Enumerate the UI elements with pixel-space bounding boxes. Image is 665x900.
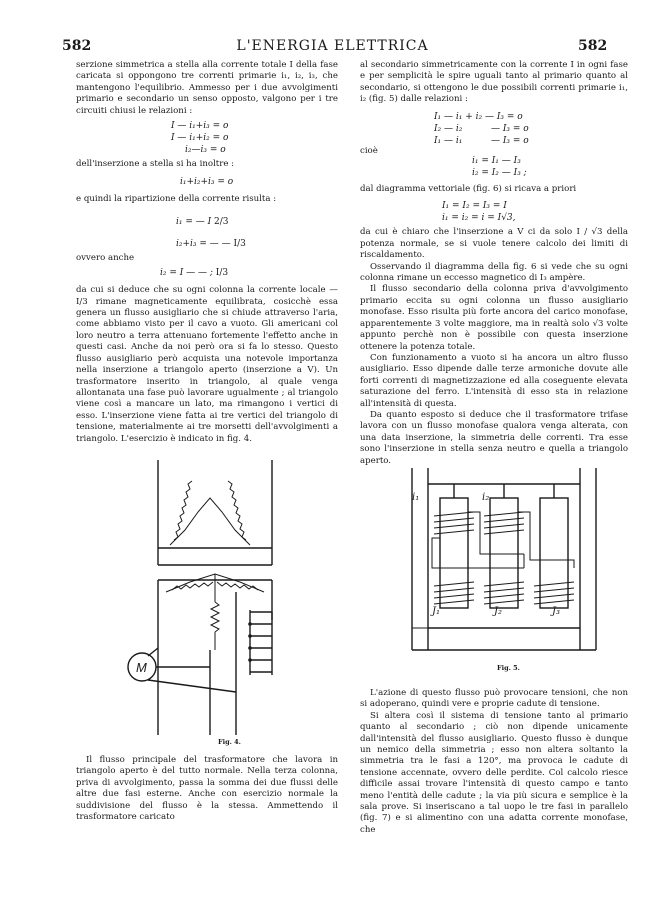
paragraph: Il flusso principale del trasformatore che lavora in triangolo aperto è del tutto normale. Nella terza colonna, priva di avvolgimento, passa la somma dei due flussi delle altre due fasi esterne. Anche con esercizio normale la suddivisione del flusso è la stessa. Ammettendo il trasformatore caricato [76,755,338,823]
paragraph: Osservando il diagramma della fig. 6 si vede che su ogni colonna rimane un eccesso magnetico di I₃ ampère. [360,261,628,284]
figure-4-caption: Fig. 4. [218,738,241,746]
equation: I₁ — i₁ — I₃ = o [434,135,529,146]
equation: I — i₁+i₃ = o [171,121,229,132]
equation-block [442,200,628,224]
figure-5-caption: Fig. 5. [497,664,520,672]
equation: i₂+i₃ = — — I/3 [176,238,246,249]
paragraph: da cui si deduce che su ogni colonna la corrente locale — I/3 rimane magneticamente equilibrata, cosicchè essa genera un flusso ausigliario che si chiude attraverso l'aria, come abbiamo visto per il cavo a vuoto. Gli americani col loro neutro a terra attenuano fortemente l'effetto anche in questi casi. Anche da noi però ora si fa lo stesso. Questo flusso ausigliario però acquista una notevole importanza nella inserzione a triangolo aperto (inserzione a V). Un trasformatore inserito in triangolo, al quale venga allontanata una fase può lavorare ugualmente ; al triangolo viene così a mancare un lato, ma rimangono i vertici di esso. L'inserzione viene fatta ai tre vertici del triangolo di tensione, materialmente ai tre morsetti dell'avvolgimenti a triangolo. L'esercizio è indicato in fig. 4. [76,285,338,444]
paragraph: da cui è chiaro che l'inserzione a V ci da solo I / √3 della potenza normale, se si vuole tenere calcolo dei limiti di riscaldamento. [360,227,629,261]
fraction: I / √3 [576,227,603,238]
equation: i₁ = — I 2/3 [176,216,229,227]
fig5-label-j3: J₃ [552,606,561,617]
equation: i₂ = I — — ; I/3 [160,268,229,279]
equation: i₁ = i₂ = i = I√3, [442,213,516,224]
equation: I — i₁+i₂ = o [171,133,229,144]
fig5-label-j1: J₁ [432,606,441,617]
equation: i₂—i₃ = o [185,145,226,156]
left-column [76,60,338,445]
paragraph: dal diagramma vettoriale (fig. 6) si ricava a priori [360,184,577,195]
paragraph: e quindi la ripartizione della corrente risulta : [76,194,277,205]
paragraph: L'azione di questo flusso può provocare tensioni, che non si adoperano, quindi vere e proprie cadute di tensione. [360,688,628,710]
right-column-bottom [360,688,628,836]
equation: I₁ — i₁ + i₂ — I₃ = o [434,111,523,122]
running-title: L'ENERGIA ELETTRICA [236,38,429,54]
equation: I₂ — i₂ — I₃ = o [434,123,529,134]
paragraph: ovvero anche [76,252,135,263]
fraction: I/3 [233,238,246,249]
equation-block [472,155,628,179]
equation: i₂ = I₂ — I₃ ; [472,168,527,179]
equation-block [171,120,338,156]
paragraph: Si altera così il sistema di tensione tanto al primario quanto al secondario ; ciò non dipende unicamente dall'intensità del flusso ausigliario. Questo flusso è dunque un nemico della simmetria ; esso non altera soltanto la simmetria tra le fasi a 120°, ma provoca le cadute di tensione accennate, ovvero delle perdite. Col calcolo riesce difficile assai trovare l'intensità di questo campo e tanto meno l'entità delle cadute ; la via più sicura e semplice è la sala prove. Si inseriscano a tal uopo le tre fasi in parallelo (fig. 7) e si alimentino con una adatta corrente monofase, che [360,710,628,835]
left-column-bottom [76,755,338,823]
page-number-right: 582 [578,38,608,54]
figure-4 [110,460,310,735]
equation: i₁+i₂+i₃ = o [180,177,234,188]
equation-block [176,216,338,250]
paragraph: Il flusso secondario della colonna priva d'avvolgimento primario eccita su ogni colonna un flusso ausigliario monofase. Esso risulta più forte ancora del carico monofase, apparentemente 3 volte maggiore, ma in realtà solo √3 volte appunto perchè non è possibile con questa inserzione ottenere la potenza totale. [360,284,628,352]
right-column [360,60,628,467]
fraction: 2/3 [214,216,229,227]
equation: i₁ = I₁ — I₃ [472,156,521,167]
figure-5 [404,468,604,660]
equation: I₁ = I₂ = I₃ = I [442,201,507,212]
motor-label: M [136,660,147,675]
paragraph: Con funzionamento a vuoto si ha ancora un altro flusso ausigliario. Esso dipende dalle terze armoniche dovute alle forti correnti di magnetizzazione ed alla coseguente elevata saturazione del ferro. L'intensità di esso sta in relazione all'intensità di questa. [360,352,628,409]
paragraph: al secondario simmetricamente con la corrente I in ogni fase e per semplicità le spire uguali tanto al primario quanto al secondario, si ottengono le due possibili correnti primarie i₁, i₂ (fig. 5) dalle relazioni : [360,60,628,105]
fig5-label-j2: J₂ [494,606,503,617]
page-number-left: 582 [62,38,92,54]
paragraph: serzione simmetrica a stella alla corrente totale I della fase caricata si oppongono tre correnti primarie i₁, i₂, i₃, che mantengono l'equilibrio. Ammesso per i due avvolgimenti primario e secondario un senso opposto, valgono per i tre circuiti chiusi le relazioni : [76,60,338,116]
paragraph: dell'inserzione a stella si ha inoltre : [76,159,235,170]
paragraph: Da quanto esposto si deduce che il trasformatore trifase lavora con un flusso monofase qualora venga alterata, con una data inserzione, la simmetria delle correnti. Tra esse sono l'inserzione in stella senza neutro e quella a triangolo aperto. [360,409,628,466]
cioe-label: cioè [360,145,378,156]
equation-block [434,111,628,147]
fig5-label-i2: i₂ [482,492,490,503]
fig5-label-i1: i₁ [412,492,420,503]
fraction: I/3 [215,268,229,279]
